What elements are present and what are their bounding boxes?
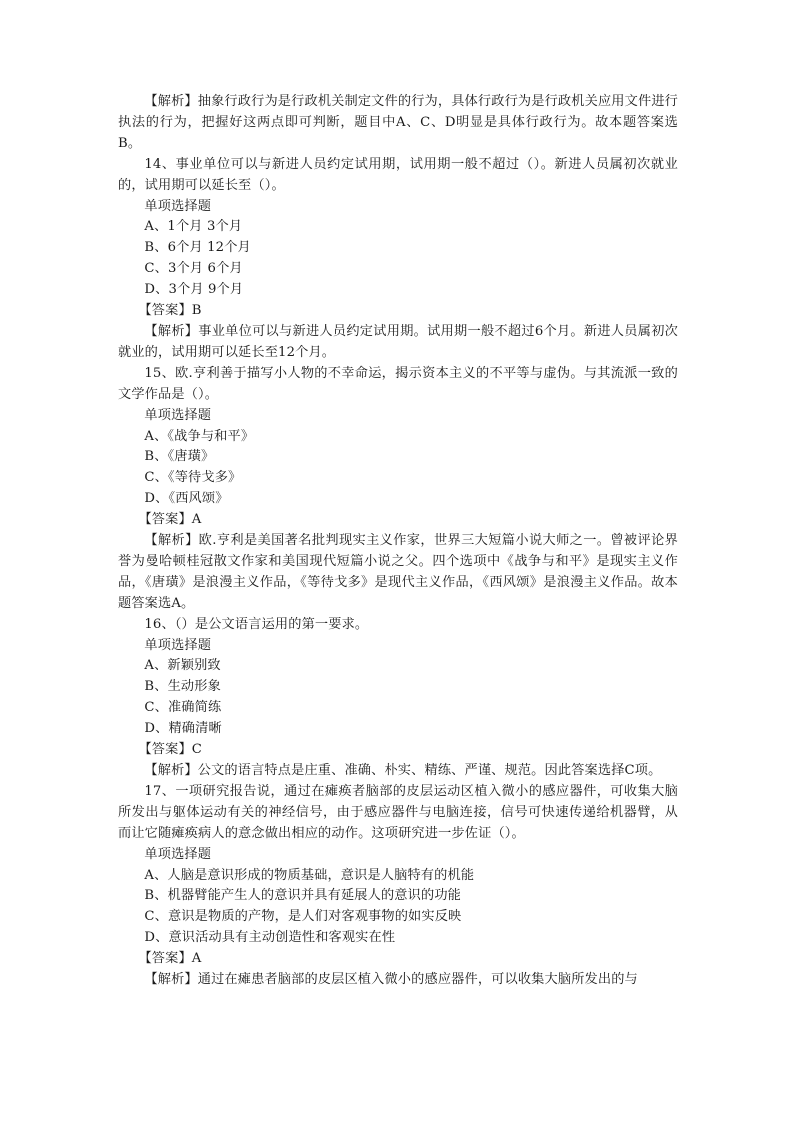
question-16-stem: 16、（）是公文语言运用的第一要求。 xyxy=(144,616,369,632)
question-14-stem: 14、事业单位可以与新进人员约定试用期，试用期一般不超过（）。新进人员属初次就业的，试用期可以延长至（）。 xyxy=(118,156,678,193)
question-15-type: 单项选择题 xyxy=(144,407,212,423)
question-16-option-b: B、生动形象 xyxy=(144,679,221,695)
question-17-option-a: A、人脑是意识形成的物质基础，意识是人脑特有的机能 xyxy=(144,867,475,883)
question-15-option-c: C、《等待戈多》 xyxy=(144,470,242,486)
question-17-option-d: D、意识活动具有主动创造性和客观实在性 xyxy=(144,930,396,946)
question-14-analysis: 【解析】事业单位可以与新进人员约定试用期。试用期一般不超过6个月。新进人员属初次就业的，试用期可以延长至12个月。 xyxy=(118,323,678,360)
question-16-analysis: 【解析】公文的语言特点是庄重、准确、朴实、精练、严谨、规范。因此答案选择C项。 xyxy=(144,763,662,778)
question-15-option-d: D、《西风颂》 xyxy=(144,491,229,507)
question-16-type: 单项选择题 xyxy=(144,637,212,653)
question-16-answer: 【答案】C xyxy=(138,742,203,758)
question-17-answer: 【答案】A xyxy=(138,951,202,967)
question-17-type: 单项选择题 xyxy=(144,846,212,862)
question-14-option-a: A、1个月 3个月 xyxy=(144,219,243,235)
question-16-option-a: A、新颖别致 xyxy=(144,658,221,674)
question-16-option-c: C、准确简练 xyxy=(144,700,222,716)
question-14-type: 单项选择题 xyxy=(144,198,212,214)
question-15-answer: 【答案】A xyxy=(138,512,202,528)
intro-analysis: 【解析】抽象行政行为是行政机关制定文件的行为，具体行政行为是行政机关应用文件进行执法的行为，把握好这两点即可判断，题目中A、C、D明显是具体行政行为。故本题答案选B。 xyxy=(118,94,678,151)
question-14-option-b: B、6个月 12个月 xyxy=(144,240,251,256)
question-15-analysis: 【解析】欧.亨利是美国著名批判现实主义作家，世界三大短篇小说大师之一。曾被评论界誉为曼哈顿桂冠散文作家和美国现代短篇小说之父。四个选项中《战争与和平》是现实主义作品，《唐璜》是浪漫主义作品，《等待戈多》是现代主义作品，《西风颂》是浪漫主义作品。故本题答案选A。 xyxy=(118,533,678,611)
question-14-option-c: C、3个月 6个月 xyxy=(144,261,243,277)
question-14-option-d: D、3个月 9个月 xyxy=(144,282,244,298)
question-17-analysis: 【解析】通过在瘫患者脑部的皮层区植入微小的感应器件，可以收集大脑所发出的与 xyxy=(144,972,638,988)
question-15-stem: 15、欧.亨利善于描写小人物的不幸命运，揭示资本主义的不平等与虚伪。与其流派一致的文学作品是（）。 xyxy=(118,365,678,402)
question-16-option-d: D、精确清晰 xyxy=(144,721,222,737)
question-15-option-a: A、《战争与和平》 xyxy=(144,428,255,444)
question-14-answer: 【答案】B xyxy=(138,303,202,319)
question-17-stem: 17、一项研究报告说，通过在瘫痪者脑部的皮层运动区植入微小的感应器件，可收集大脑所发出与躯体运动有关的神经信号，由于感应器件与电脑连接，信号可快速传递给机器臂，从而让它随瘫痪病人的意念做出相应的动作。这项研究进一步佐证（）。 xyxy=(118,783,678,841)
question-17-option-b: B、机器臂能产生人的意识并具有延展人的意识的功能 xyxy=(144,888,461,904)
question-17-option-c: C、意识是物质的产物，是人们对客观事物的如实反映 xyxy=(144,909,462,925)
document-page xyxy=(118,92,678,991)
question-15-option-b: B、《唐璜》 xyxy=(144,449,215,465)
